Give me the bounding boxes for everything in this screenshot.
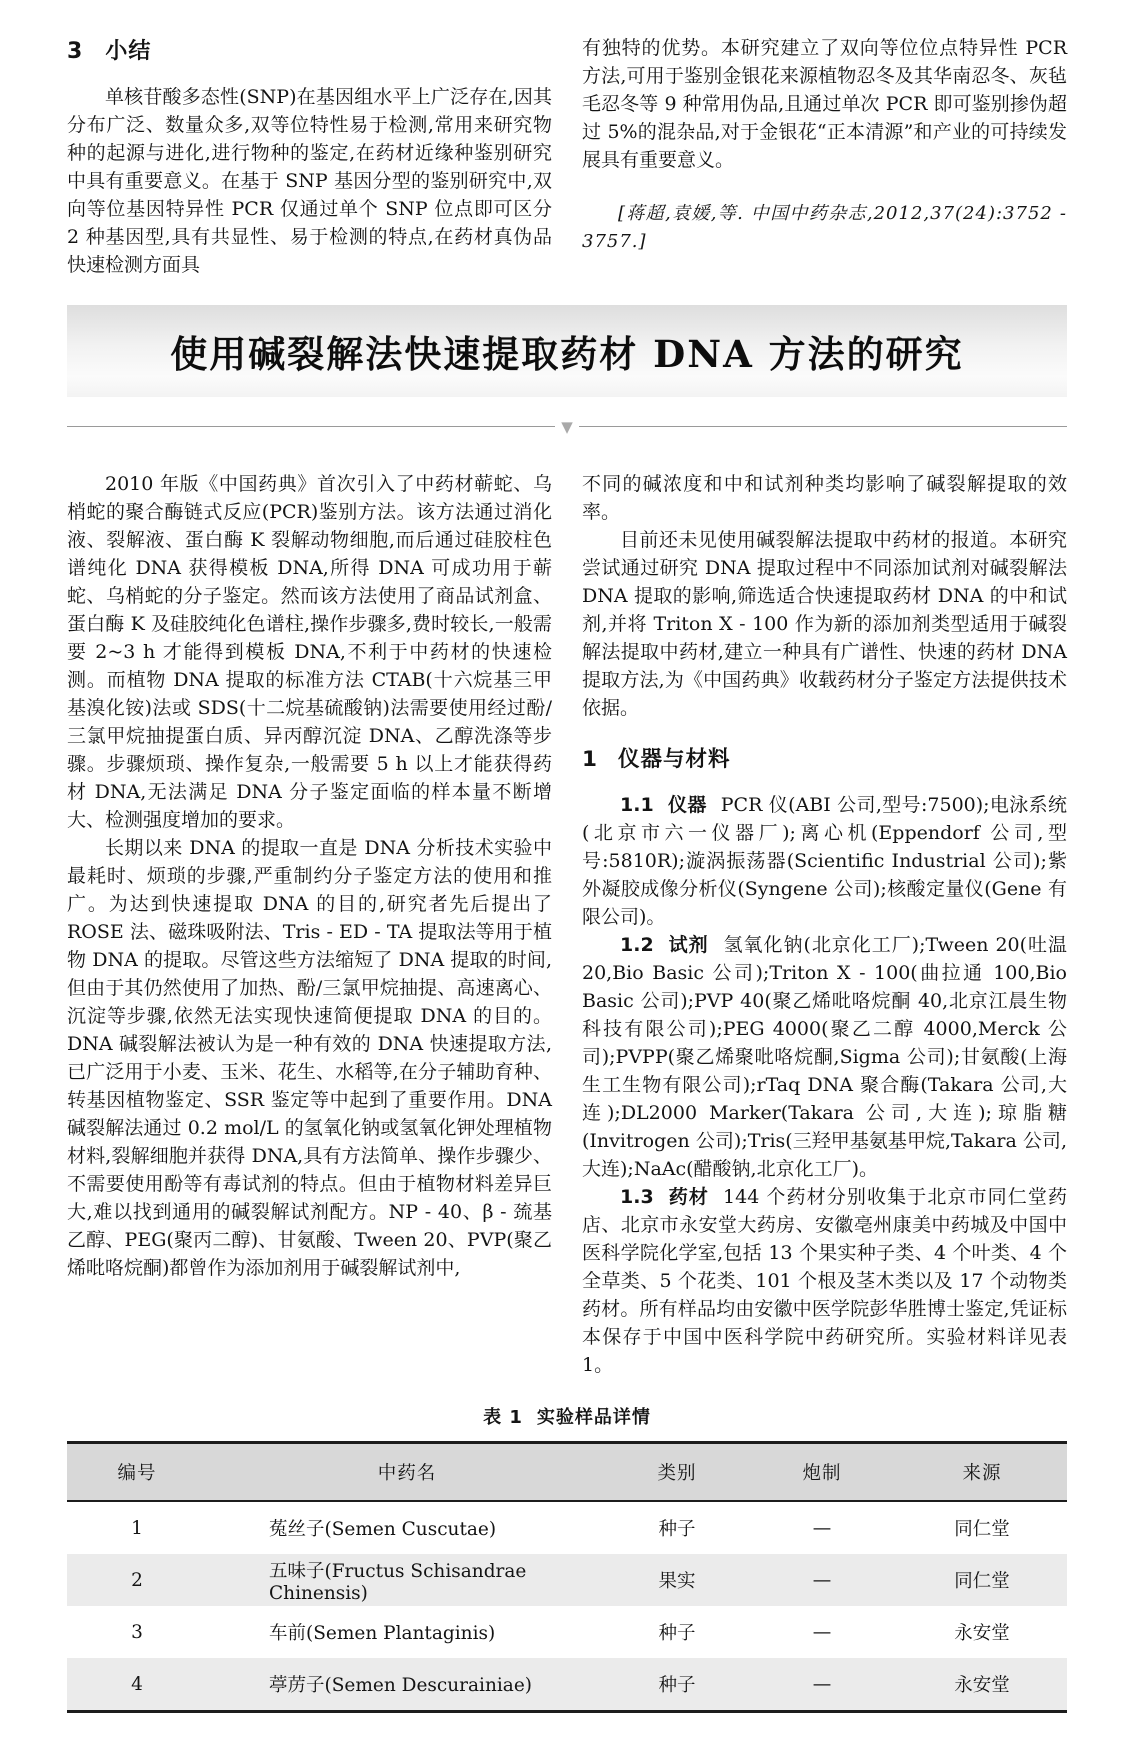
- summary-heading-title: 小结: [105, 39, 152, 64]
- table1-caption-label: 表 1: [483, 1407, 523, 1428]
- cell-processing: —: [747, 1554, 897, 1606]
- body-right-column: [582, 470, 1067, 1379]
- section1-item-reagents: [582, 931, 1067, 1183]
- item-1-2-text: 氢氧化钠(北京化工厂);Tween 20(吐温 20,Bio Basic 公司);Triton X - 100(曲拉通 100,Bio Basic 公司);PVP 40(聚乙烯吡咯烷酮 40,北京江晨生物科技有限公司);PEG 4000(聚乙二醇 4000,Merck 公司);PVPP(聚乙烯聚吡咯烷酮,Sigma 公司);甘氨酸(上海生工生物有限公司);rTaq DNA 聚合酶(Takara 公司,大连);DL2000 Marker(Takara 公司,大连);琼脂糖(Invitrogen 公司);Tris(三羟甲基氨基甲烷,Takara 公司,大连);NaAc(醋酸钠,北京化工厂)。: [582, 934, 1067, 1180]
- sample-table-header: [67, 1443, 1067, 1502]
- cell-category: 种子: [658, 1623, 696, 1644]
- right-paragraph-0: 不同的碱浓度和中和试剂种类均影响了碱裂解提取的效率。: [582, 473, 1067, 523]
- cell-source: 同仁堂: [954, 1519, 1010, 1540]
- header-name: 中药名: [207, 1443, 607, 1502]
- divider-line-left: [67, 426, 555, 427]
- cell-name: 菟丝子(Semen Cuscutae): [269, 1519, 497, 1540]
- section1-heading: [582, 742, 1067, 773]
- cell-source: 永安堂: [897, 1658, 1067, 1712]
- cell-processing: —: [747, 1658, 897, 1712]
- item-1-1-name: 仪器: [667, 794, 707, 816]
- body-left-column: [67, 470, 552, 1379]
- summary-paragraph-right: 有独特的优势。本研究建立了双向等位位点特异性 PCR 方法,可用于鉴别金银花来源植物忍冬及其华南忍冬、灰毡毛忍冬等 9 种常用伪品,且通过单次 PCR 即可鉴别掺伪超过 5%的混杂品,对于金银花“正本清源”和产业的可持续发展具有重要意义。: [582, 37, 1067, 171]
- table-row: [67, 1554, 1067, 1606]
- header-source: 来源: [897, 1443, 1067, 1502]
- table1-caption: [67, 1403, 1067, 1429]
- section1-item-instruments: [582, 791, 1067, 931]
- table-row: [67, 1658, 1067, 1712]
- section1-item-materials: [582, 1183, 1067, 1379]
- right-paragraph-1: 目前还未见使用碱裂解法提取中药材的报道。本研究尝试通过研究 DNA 提取过程中不同添加试剂对碱裂解法 DNA 提取的影响,筛选适合快速提取药材 DNA 的中和试剂,并将 Triton X - 100 作为新的添加剂类型适用于碱裂解法提取中药材,建立一种具有广谱性、快速的药材 DNA 提取方法,为《中国药典》收载药材分子鉴定方法提供技术依据。: [582, 529, 1067, 719]
- header-processing: 炮制: [747, 1443, 897, 1502]
- summary-right-column: [582, 34, 1067, 279]
- section-divider: [67, 419, 1067, 434]
- intro-paragraph-2: 长期以来 DNA 的提取一直是 DNA 分析技术实验中最耗时、烦琐的步骤,严重制约分子鉴定方法的使用和推广。为达到快速提取 DNA 的目的,研究者先后提出了 ROSE 法、磁珠吸附法、Tris - ED - TA 提取法等用于植物 DNA 的提取。尽管这些方法缩短了 DNA 提取的时间,但由于其仍然使用了加热、酚/三氯甲烷抽提、高速离心、沉淀等步骤,依然无法实现快速简便提取 DNA 的目的。DNA 碱裂解法被认为是一种有效的 DNA 快速提取方法,已广泛用于小麦、玉米、花生、水稻等,在分子辅助育种、转基因植物鉴定、SSR 鉴定等中起到了重要作用。DNA 碱裂解法通过 0.2 mol/L 的氢氧化钠或氢氧化钾处理植物材料,裂解细胞并获得 DNA,具有方法简单、操作步骤少、不需要使用酚等有毒试剂的特点。但由于植物材料差异巨大,难以找到通用的碱裂解试剂配方。NP - 40、β - 巯基乙醇、PEG(聚丙二醇)、甘氨酸、Tween 20、PVP(聚乙烯吡咯烷酮)都曾作为添加剂用于碱裂解试剂中,: [67, 837, 552, 1279]
- cell-no: 4: [67, 1658, 207, 1712]
- cell-no: 1: [131, 1517, 143, 1539]
- intro-paragraph-1: 2010 年版《中国药典》首次引入了中药材蕲蛇、乌梢蛇的聚合酶链式反应(PCR)鉴别方法。该方法通过消化液、裂解液、蛋白酶 K 裂解动物细胞,而后通过硅胶柱色谱纯化 DNA 获得模板 DNA,所得 DNA 可成功用于蕲蛇、乌梢蛇的分子鉴定。然而该方法使用了商品试剂盒、蛋白酶 K 及硅胶纯化色谱柱,操作步骤多,费时较长,一般需要 2~3 h 才能得到模板 DNA,不利于中药材的快速检测。而植物 DNA 提取的标准方法 CTAB(十六烷基三甲基溴化铵)法或 SDS(十二烷基硫酸钠)法需要使用经过酚/三氯甲烷抽提蛋白质、异丙醇沉淀 DNA、乙醇洗涤等步骤。步骤烦琐、操作复杂,一般需要 5 h 以上才能获得药材 DNA,无法满足 DNA 分子鉴定面临的样本量不断增大、检测强度增加的要求。: [67, 473, 552, 831]
- divider-line-right: [579, 426, 1067, 427]
- article-title-banner: [67, 305, 1067, 397]
- section1-heading-number: 1: [582, 747, 598, 772]
- cell-processing: —: [812, 1621, 832, 1643]
- item-1-3-text: 144 个药材分别收集于北京市同仁堂药店、北京市永安堂大药房、安徽亳州康美中药城及中国中医科学院化学室,包括 13 个果实种子类、4 个叶类、4 个全草类、5 个花类、101 个根及茎木类以及 17 个动物类药材。所有样品均由安徽中医学院彭华胜博士鉴定,凭证标本保存于中国中医科学院中药研究所。实验材料详见表 1。: [582, 1186, 1067, 1376]
- cell-name: 车前(Semen Plantaginis): [269, 1623, 496, 1644]
- header-no: 编号: [67, 1443, 207, 1502]
- summary-section: [67, 34, 1067, 279]
- cell-category: 种子: [658, 1519, 696, 1540]
- summary-paragraph-left: 单核苷酸多态性(SNP)在基因组水平上广泛存在,因其分布广泛、数量众多,双等位特性易于检测,常用来研究物种的起源与进化,进行物种的鉴定,在药材近缘种鉴别研究中具有重要意义。在基于 SNP 基因分型的鉴别研究中,双向等位基因特异性 PCR 仅通过单个 SNP 位点即可区分 2 种基因型,具有共显性、易于检测的特点,在药材真伪品快速检测方面具: [67, 86, 552, 276]
- summary-heading-number: 3: [67, 39, 84, 64]
- cell-no: 2: [67, 1554, 207, 1606]
- citation-reference: [蒋超,袁媛,等. 中国中药杂志,2012,37(24):3752 - 3757.]: [582, 203, 1067, 252]
- section1-heading-title: 仪器与材料: [617, 747, 731, 772]
- table-row: [67, 1606, 1067, 1658]
- item-1-3-label: 1.3: [620, 1186, 654, 1208]
- cell-category: 种子: [607, 1658, 747, 1712]
- sample-table: [67, 1441, 1067, 1713]
- cell-name: 五味子(Fructus Schisandrae Chinensis): [207, 1554, 607, 1606]
- cell-no: 3: [131, 1621, 143, 1643]
- triangle-down-icon: ▼: [561, 418, 573, 436]
- item-1-2-label: 1.2: [620, 934, 654, 956]
- cell-source: 同仁堂: [897, 1554, 1067, 1606]
- item-1-2-name: 试剂: [667, 934, 709, 956]
- article-body: [67, 470, 1067, 1379]
- item-1-1-text: PCR 仪(ABI 公司,型号:7500);电泳系统(北京市六一仪器厂);离心机(Eppendorf 公司,型号:5810R);漩涡振荡器(Scientific Industrial 公司);紫外凝胶成像分析仪(Syngene 公司);核酸定量仪(Gene 有限公司)。: [582, 794, 1067, 928]
- summary-left-column: [67, 34, 552, 279]
- item-1-1-label: 1.1: [620, 794, 654, 816]
- cell-source: 永安堂: [954, 1623, 1010, 1644]
- table1-caption-title: 实验样品详情: [536, 1407, 651, 1428]
- table-row: [67, 1501, 1067, 1554]
- cell-category: 果实: [607, 1554, 747, 1606]
- cell-processing: —: [812, 1517, 832, 1539]
- cell-name: 葶苈子(Semen Descurainiae): [207, 1658, 607, 1712]
- summary-heading: [67, 34, 552, 65]
- header-category: 类别: [607, 1443, 747, 1502]
- article-title: 使用碱裂解法快速提取药材 DNA 方法的研究: [170, 332, 964, 376]
- item-1-3-name: 药材: [667, 1186, 710, 1208]
